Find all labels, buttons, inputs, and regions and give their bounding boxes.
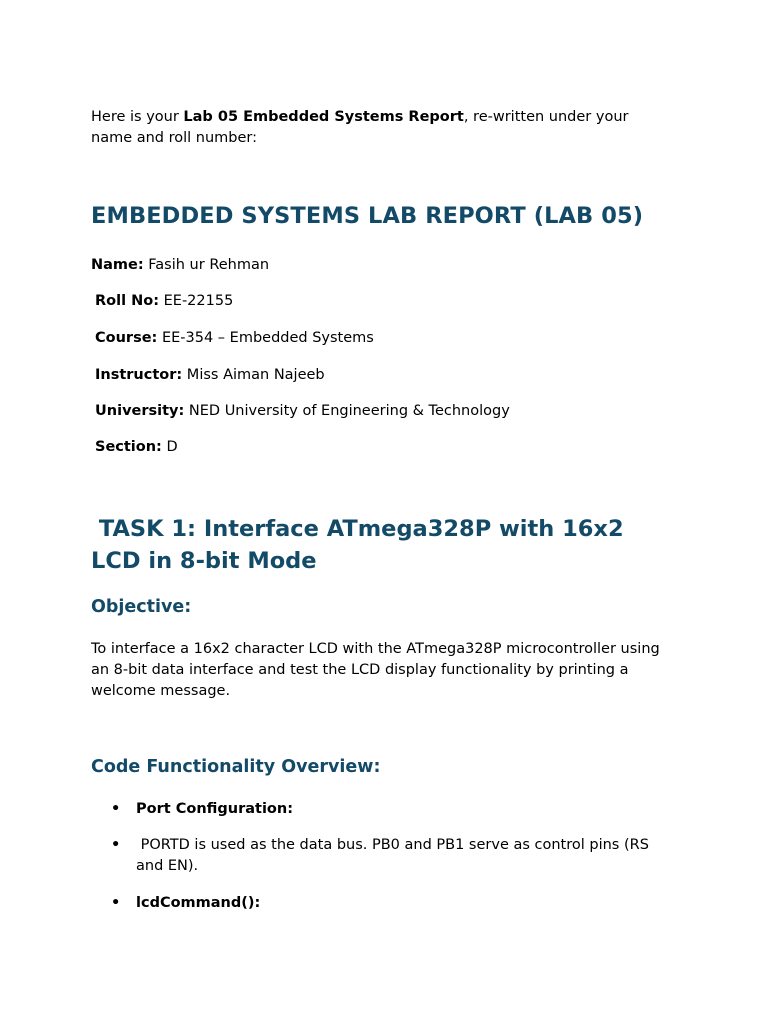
report-title: EMBEDDED SYSTEMS LAB REPORT (LAB 05) [91, 203, 644, 229]
intro-highlight: Lab 05 Embedded Systems Report [183, 109, 464, 125]
field-name-label: Name: [91, 257, 144, 273]
field-university-value: NED University of Engineering & Technology [184, 403, 510, 419]
field-section-value: D [161, 439, 178, 455]
field-section-label: Section: [95, 439, 162, 455]
intro-prefix: Here is your [91, 109, 184, 125]
list-item-text: PORTD is used as the data bus. PB0 and PB1 serve as control pins (RS and EN). [136, 837, 654, 874]
field-roll-no [95, 291, 233, 312]
intro-paragraph [91, 107, 671, 149]
field-course-value: EE-354 – Embedded Systems [157, 330, 374, 346]
field-instructor-label: Instructor: [95, 367, 183, 383]
list-item [111, 799, 671, 820]
field-name-value: Fasih ur Rehman [143, 257, 270, 273]
objective-heading: Objective: [91, 597, 192, 617]
list-item-text: Port Configuration: [136, 801, 294, 817]
bullet-glyph: • [111, 837, 121, 853]
task1-title: TASK 1: Interface ATmega328P with 16x2 LCD in 8-bit Mode [91, 516, 632, 574]
field-course [95, 328, 374, 349]
list-item [111, 835, 671, 877]
bullet-glyph: • [111, 801, 121, 817]
field-roll-no-value: EE-22155 [159, 293, 234, 309]
intro-suffix: , re-written under your name and roll number: [91, 109, 629, 146]
list-item-text: lcdCommand(): [136, 895, 261, 911]
list-item [111, 893, 671, 914]
field-roll-no-label: Roll No: [95, 293, 160, 309]
field-instructor-value: Miss Aiman Najeeb [182, 367, 325, 383]
field-instructor [95, 365, 325, 386]
field-university-label: University: [95, 403, 185, 419]
overview-heading: Code Functionality Overview: [91, 757, 381, 777]
bullet-glyph: • [111, 895, 121, 911]
objective-text: To interface a 16x2 character LCD with the ATmega328P microcontroller using an 8-bit data interface and test the LCD display functionality by printing a welcome message. [91, 641, 660, 699]
field-university [95, 401, 510, 422]
field-course-label: Course: [95, 330, 158, 346]
field-name [91, 255, 269, 276]
field-section [95, 437, 178, 458]
